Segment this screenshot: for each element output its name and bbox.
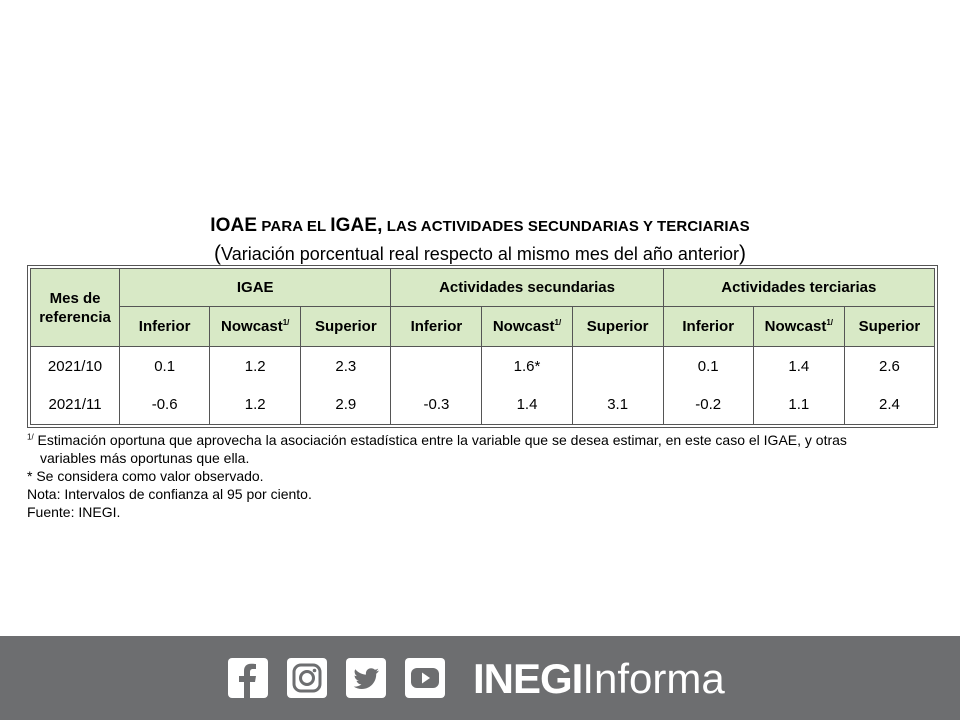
cell-value: 3.1 [572, 386, 663, 425]
cell-value [391, 347, 482, 386]
header-group-terciarias: Actividades terciarias [663, 269, 934, 307]
facebook-icon[interactable] [228, 658, 268, 698]
data-table-frame [27, 265, 938, 428]
title-actividades: LAS ACTIVIDADES SECUNDARIAS Y TERCIARIAS [382, 218, 750, 235]
cell-value: 2.9 [301, 386, 391, 425]
instagram-icon[interactable] [287, 658, 327, 698]
header-group-igae: IGAE [120, 269, 391, 307]
cell-value: 1.2 [210, 386, 301, 425]
cell-month: 2021/10 [31, 347, 120, 386]
brand-inegi: INEGI [473, 655, 583, 702]
cell-value: 2.4 [844, 386, 934, 425]
cell-value: 1.4 [753, 347, 844, 386]
nowcast-label: Nowcast [221, 318, 283, 335]
nowcast-footnote-mark: 1/ [826, 318, 833, 327]
youtube-icon[interactable] [405, 658, 445, 698]
cell-value: 2.3 [301, 347, 391, 386]
header-igae-nowcast [210, 307, 301, 347]
header-igae-superior: Superior [301, 307, 391, 347]
cell-value: -0.6 [120, 386, 210, 425]
nowcast-footnote-mark: 1/ [554, 318, 562, 327]
footnote-nota: Nota: Intervalos de confianza al 95 por ciento. [27, 486, 312, 502]
nowcast-label: Nowcast [492, 318, 555, 335]
cell-value: 1.1 [753, 386, 844, 425]
table-title [0, 215, 960, 237]
cell-value: -0.3 [391, 386, 482, 425]
header-group-secundarias: Actividades secundarias [391, 269, 663, 307]
cell-month: 2021/11 [31, 386, 120, 425]
cell-value: 2.6 [844, 347, 934, 386]
header-ter-superior: Superior [844, 307, 934, 347]
cell-value: -0.2 [663, 386, 753, 425]
table-row [31, 386, 935, 425]
title-igae: IGAE, [330, 215, 383, 236]
twitter-icon[interactable] [346, 658, 386, 698]
footnote-fuente: Fuente: INEGI. [27, 504, 121, 520]
header-ter-nowcast [753, 307, 844, 347]
cell-value: 0.1 [120, 347, 210, 386]
title-para-el: PARA EL [257, 218, 331, 235]
table-subtitle [0, 242, 960, 266]
header-mes-referencia: Mes de referencia [31, 269, 120, 347]
header-igae-inferior: Inferior [120, 307, 210, 347]
subtitle-open-paren: ( [214, 242, 222, 265]
footnote-observed: * Se considera como valor observado. [27, 468, 264, 484]
cell-value [572, 347, 663, 386]
footnote-1-text: Estimación oportuna que aprovecha la asociación estadística entre la variable que se desea estimar, en este caso el IGAE, y otras [33, 432, 847, 448]
nowcast-footnote-mark: 1/ [282, 318, 290, 327]
footnote-1-continuation: variables más oportunas que ella. [40, 450, 250, 466]
table-row [31, 347, 935, 386]
header-sec-nowcast [482, 307, 572, 347]
nowcast-label: Nowcast [764, 318, 827, 335]
cell-value: 1.2 [210, 347, 301, 386]
inegi-informa-logo [473, 654, 725, 704]
data-table [30, 268, 935, 425]
subtitle-text: Variación porcentual real respecto al mismo mes del año anterior [221, 244, 739, 264]
header-ter-inferior: Inferior [663, 307, 753, 347]
cell-value: 1.4 [482, 386, 572, 425]
header-sec-superior: Superior [572, 307, 663, 347]
subtitle-close-paren: ) [738, 242, 746, 265]
brand-informa: Informa [582, 655, 725, 702]
title-ioae: IOAE [210, 215, 258, 236]
header-sec-inferior: Inferior [391, 307, 482, 347]
footnotes [27, 431, 947, 521]
cell-value: 0.1 [663, 347, 753, 386]
cell-value: 1.6* [482, 347, 572, 386]
footnote-1-mark: 1/ [27, 432, 34, 442]
footnote-1 [27, 431, 947, 449]
